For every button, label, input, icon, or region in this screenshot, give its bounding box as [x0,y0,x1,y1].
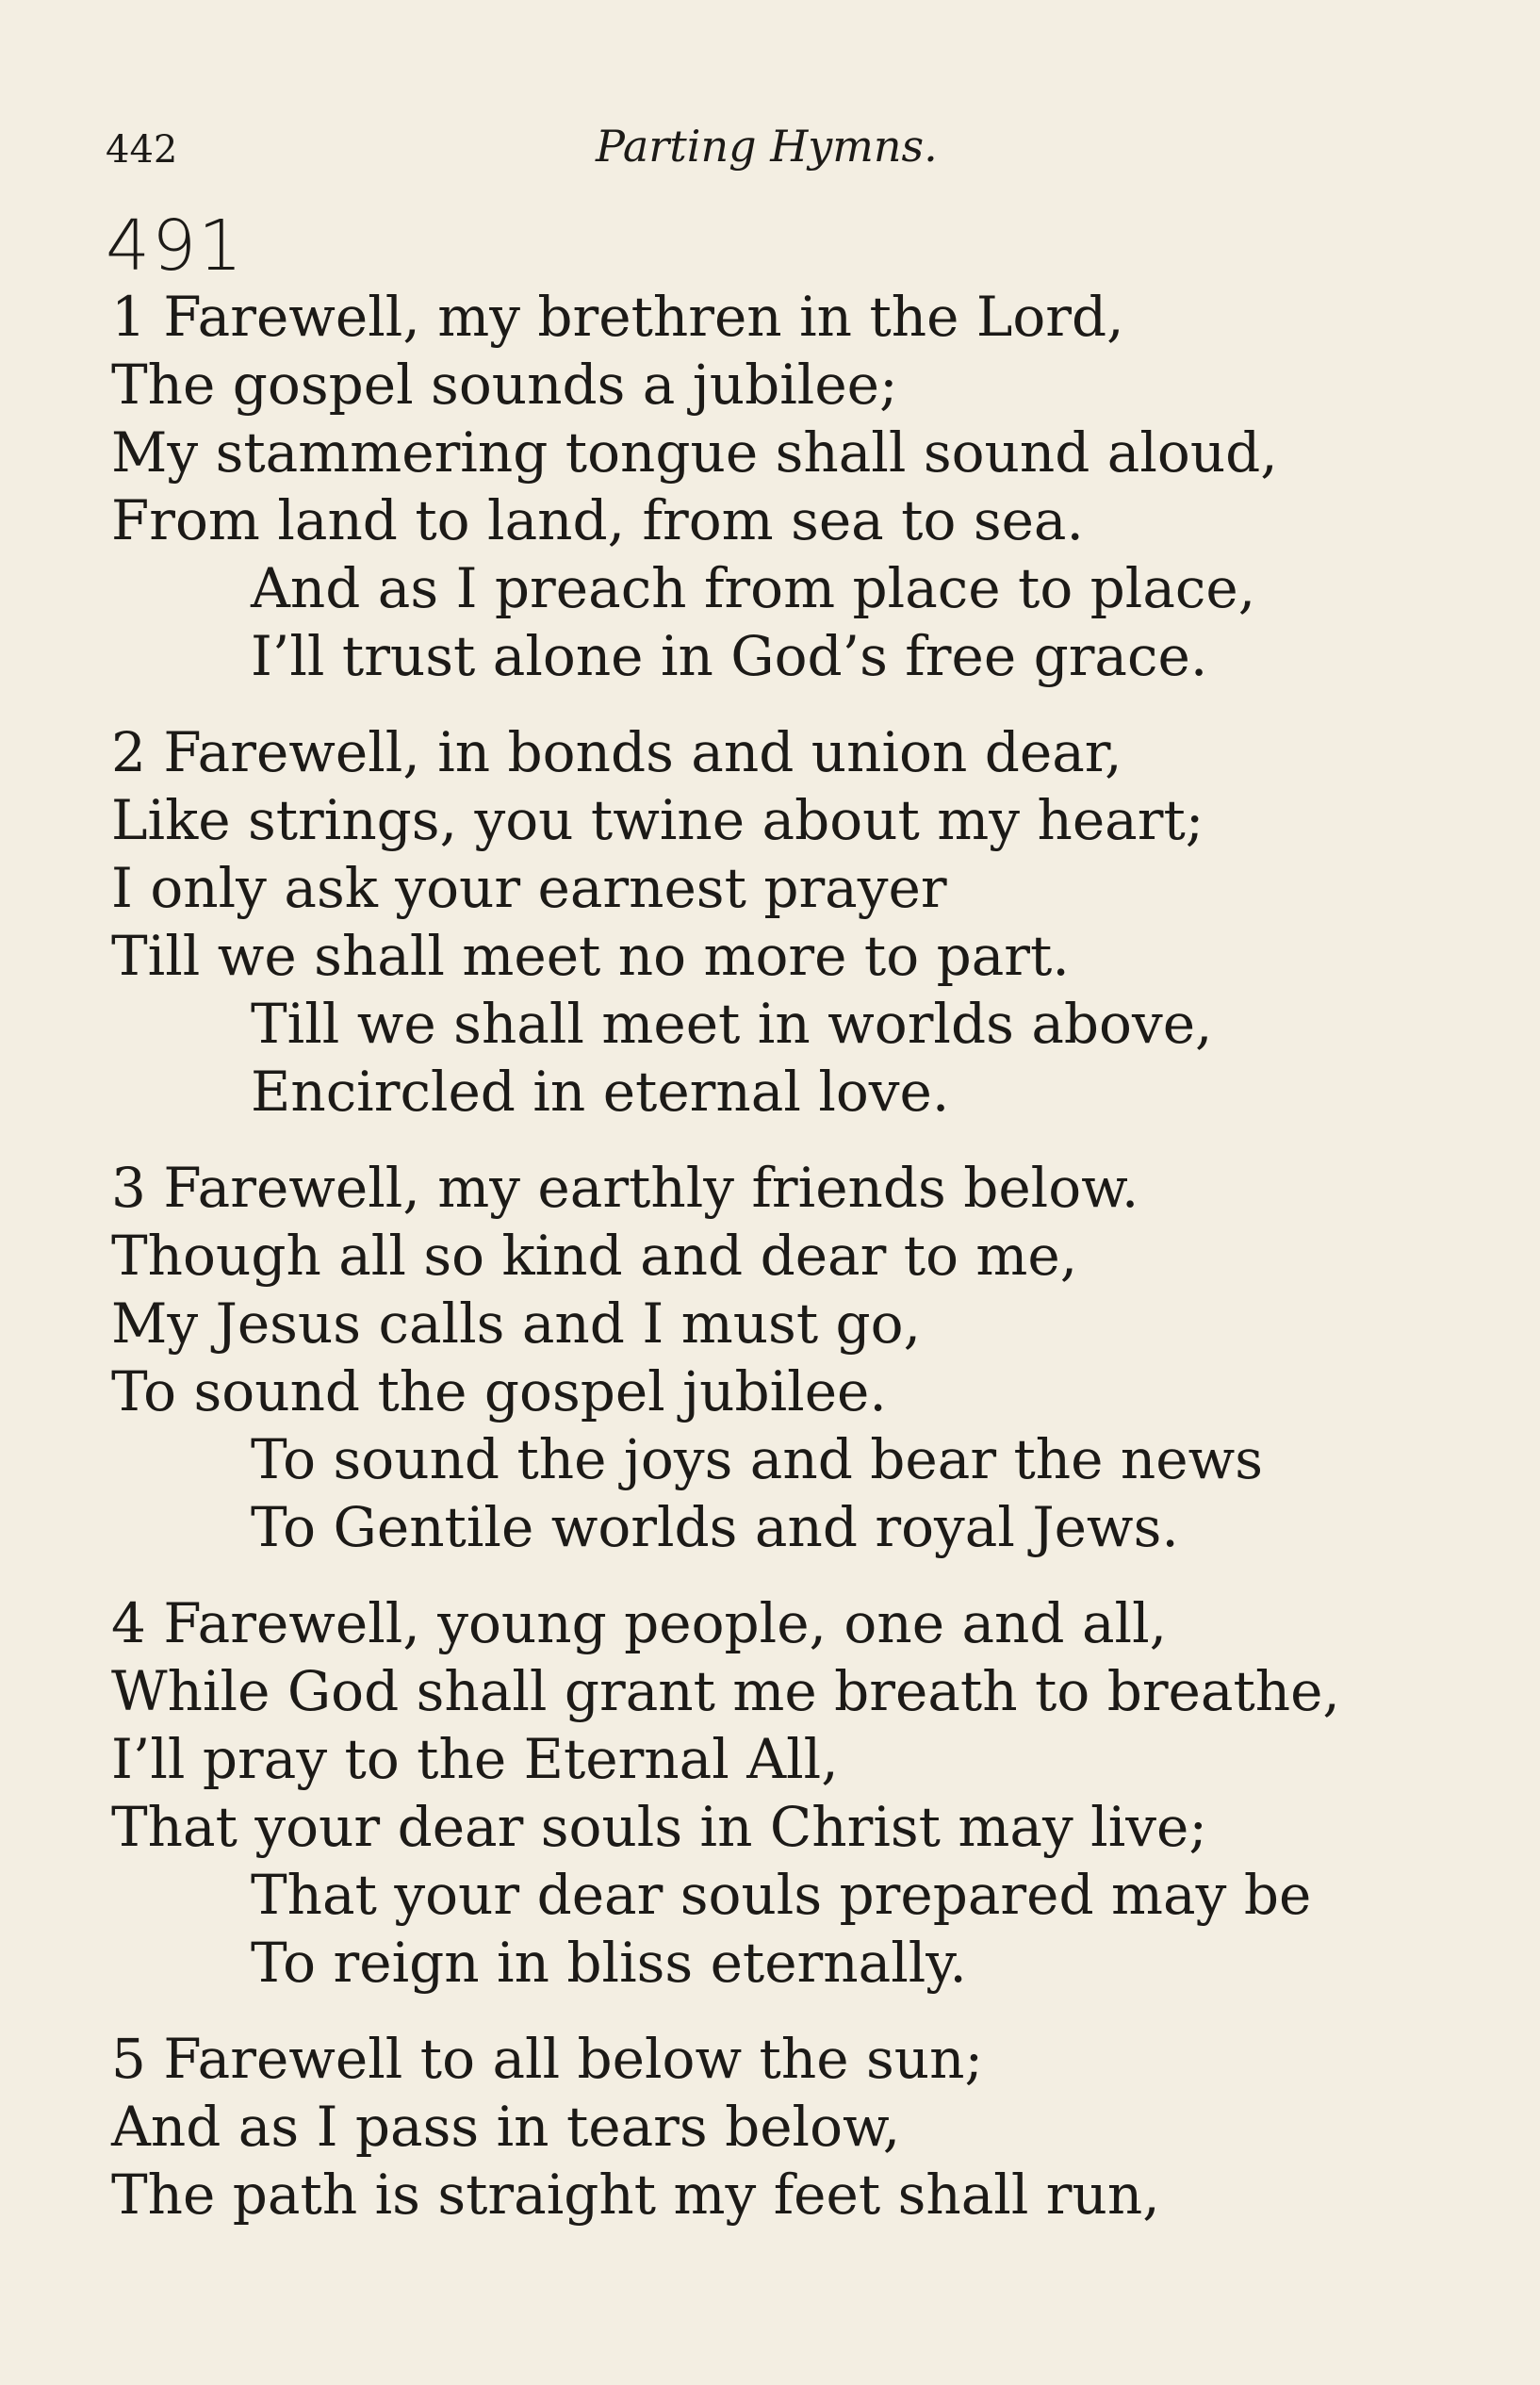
verse-line: 1 Farewell, my brethren in the Lord, [111,285,1124,349]
running-head: Parting Hymns. [596,121,938,172]
stanza-1 [111,283,1450,690]
verse-line: I’ll pray to the Eternal All, [111,1727,839,1791]
verse-line: That your dear souls in Christ may live; [111,1795,1207,1859]
stanza-3 [111,1154,1450,1561]
refrain-line: Till we shall meet in worlds above, [251,992,1213,1056]
verse-line: And as I pass in tears below, [111,2095,901,2159]
verse-line: 5 Farewell to all below the sun; [111,2027,983,2091]
refrain-line: Encircled in eternal love. [251,1060,950,1124]
verse-line: Though all so kind and dear to me, [111,1224,1078,1288]
verse-line: To sound the gospel jubilee. [111,1359,887,1423]
verse-line: From land to land, from sea to sea. [111,488,1084,552]
verse-line: Like strings, you twine about my heart; [111,788,1204,852]
verse-line: 4 Farewell, young people, one and all, [111,1591,1168,1655]
verse-line: While God shall grant me breath to breathe, [111,1659,1340,1723]
refrain-line: That your dear souls prepared may be [251,1863,1312,1927]
stanza-2 [111,718,1450,1126]
hymn-text [111,283,1450,2257]
stanza-4 [111,1589,1450,1997]
page-header [106,121,1444,177]
stanza-5 [111,2025,1450,2229]
verse-line: The gospel sounds a jubilee; [111,353,898,417]
refrain-line: To Gentile worlds and royal Jews. [251,1495,1179,1559]
verse-line: The path is straight my feet shall run, [111,2163,1160,2227]
hymn-number: 491 [106,206,245,287]
verse-line: My Jesus calls and I must go, [111,1291,922,1356]
verse-line: 2 Farewell, in bonds and union dear, [111,720,1122,784]
refrain-line: To sound the joys and bear the news [251,1427,1263,1491]
page-number: 442 [106,128,178,172]
verse-line: My stammering tongue shall sound aloud, [111,420,1278,485]
verse-line: I only ask your earnest prayer [111,856,947,920]
refrain-line: To reign in bliss eternally. [251,1931,967,1995]
refrain-line: I’ll trust alone in God’s free grace. [251,624,1208,688]
verse-line: Till we shall meet no more to part. [111,924,1070,988]
refrain-line: And as I preach from place to place, [251,556,1256,620]
verse-line: 3 Farewell, my earthly friends below. [111,1156,1139,1220]
